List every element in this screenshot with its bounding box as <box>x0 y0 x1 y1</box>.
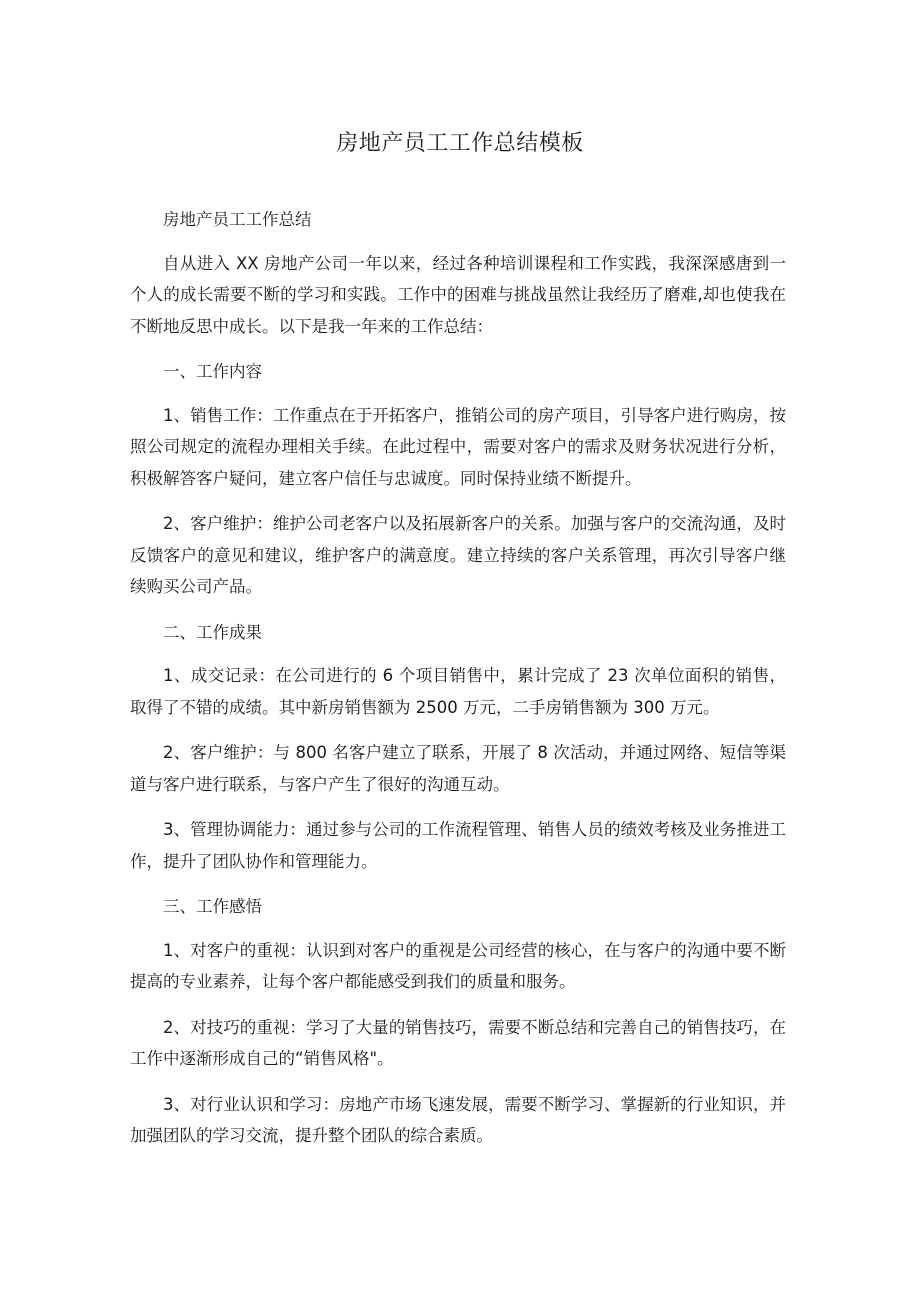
section-heading-work-insights: 三、工作感悟 <box>163 897 262 916</box>
paragraph-sales-work: 1、销售工作：工作重点在于开拓客户，推销公司的房产项目，引导客户进行购房，按照公司规定的流程办理相关手续。在此过程中，需要对客户的需求及财务状况进行分析，积极解答客户疑问，建立客户信任与忠诚度。同时保持业绩不断提升。 <box>130 405 786 488</box>
paragraph-customer-importance: 1、对客户的重视：认识到对客户的重视是公司经营的核心，在与客户的沟通中要不断提高的专业素养，让每个客户都能感受到我们的质量和服务。 <box>130 940 786 991</box>
paragraph-deal-records: 1、成交记录：在公司进行的 6 个项目销售中，累计完成了 23 次单位面积的销售，取得了不错的成绩。其中新房销售额为 2500 万元，二手房销售额为 300 万元。 <box>130 666 786 717</box>
section-heading-work-results: 二、工作成果 <box>163 622 262 642</box>
document-body <box>130 204 786 1166</box>
paragraph-customer-maintenance: 2、客户维护：维护公司老客户以及拓展新客户的关系。加强与客户的交流沟通，及时反馈客户的意见和建议，维护客户的满意度。建立持续的客户关系管理，再次引导客户继续购买公司产品。 <box>130 514 786 596</box>
section-heading-work-content: 一、工作内容 <box>163 362 262 381</box>
paragraph-skills-importance: 2、对技巧的重视：学习了大量的销售技巧，需要不断总结和完善自己的销售技巧，在工作中逐渐形成自己的“销售风格"。 <box>130 1017 786 1068</box>
paragraph-industry-learning: 3、对行业认识和学习：房地产市场飞速发展，需要不断学习、掌握新的行业知识，并加强团队的学习交流，提升整个团队的综合素质。 <box>130 1094 786 1145</box>
document-title: 房地产员工工作总结模板 <box>336 131 584 156</box>
paragraph-customer-results: 2、客户维护：与 800 名客户建立了联系，开展了 8 次活动，并通过网络、短信等渠道与客户进行联系，与客户产生了很好的沟通互动。 <box>130 743 786 794</box>
subtitle-heading: 房地产员工工作总结 <box>163 210 312 229</box>
paragraph-management-ability: 3、管理协调能力：通过参与公司的工作流程管理、销售人员的绩效考核及业务推进工作，提升了团队协作和管理能力。 <box>130 820 786 871</box>
intro-paragraph: 自从进入 XX 房地产公司一年以来，经过各种培训课程和工作实践，我深深感唐到一个人的成长需要不断的学习和实践。工作中的困难与挑战虽然让我经历了磨难,却也使我在不断地反思中成长。以下是我一年来的工作总结： <box>130 253 786 336</box>
